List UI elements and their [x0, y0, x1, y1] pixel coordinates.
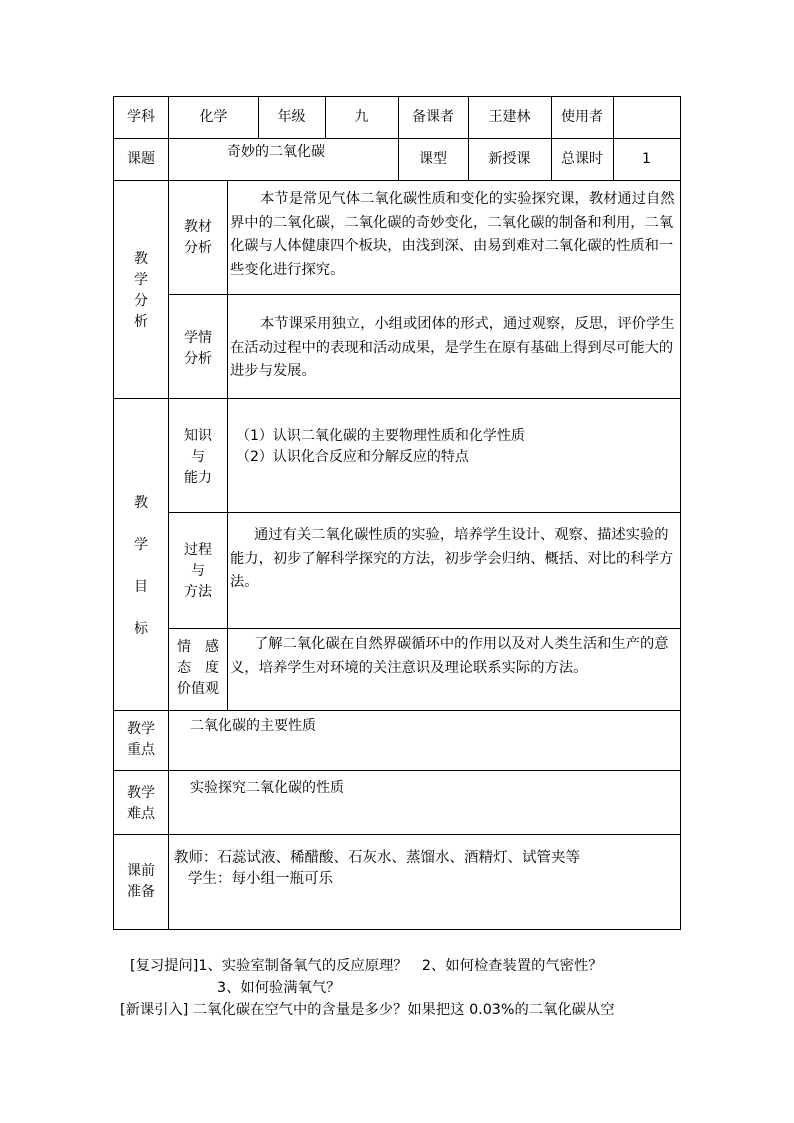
new-lesson-intro: [新课引入] 二氧化碳在空气中的含量是多少？如果把这 0.03%的二氧化碳从空	[120, 1002, 615, 1018]
subject-label: 学科	[127, 109, 155, 125]
preparer-label: 备课者	[412, 109, 454, 125]
learner-analysis-text: 本节课采用独立，小组或团体的形式，通过观察，反思，评价学生在活动过程中的表现和活动成果，是学生在原有基础上得到尽可能大的进步与发展。	[230, 316, 675, 379]
hours-value: 1	[642, 151, 651, 167]
preparation-label: 课前 准备	[127, 863, 155, 900]
hours-label: 总课时	[561, 151, 603, 167]
topic-label: 课题	[127, 151, 155, 167]
preparation-student: 学生：每小组一瓶可乐	[188, 871, 333, 887]
process-method-label: 过程 与 方法	[184, 542, 212, 600]
user-label: 使用者	[561, 109, 603, 125]
emotion-attitude-text: 了解二氧化碳在自然界碳循环中的作用以及对人类生活和生产的意义，培养学生对环境的关注意识及理论联系实际的方法。	[230, 636, 669, 676]
learner-analysis-label: 学情 分析	[184, 330, 212, 367]
subject-value: 化学	[199, 109, 228, 125]
process-method-text: 通过有关二氧化碳性质的实验，培养学生设计、观察、描述实验的能力，初步了解科学探究的方法，初步学会归纳、概括、对比的科学方法。	[230, 527, 674, 590]
grade-label: 年级	[277, 109, 306, 125]
knowledge-item-1: （1）认识二氧化碳的主要物理性质和化学性质	[236, 428, 525, 444]
key-points-text: 二氧化碳的主要性质	[190, 718, 316, 734]
key-points-label: 教学 重点	[127, 721, 155, 758]
difficulties-text: 实验探究二氧化碳的性质	[190, 780, 344, 796]
type-label: 课型	[419, 151, 447, 167]
difficulties-label: 教学 难点	[127, 785, 155, 822]
knowledge-ability-label: 知识 与 能力	[184, 428, 212, 486]
review-questions-line-1: [复习提问]1、实验室制备氧气的反应原理？ 2、如何检查装置的气密性？	[130, 958, 603, 974]
objectives-section-label: 教 学 目 标	[134, 495, 148, 637]
analysis-section-label: 教 学 分 析	[134, 251, 148, 330]
preparer-value: 王建林	[488, 109, 531, 125]
material-analysis-label: 教材 分析	[184, 219, 212, 256]
material-analysis-text: 本节是常见气体二氧化碳性质和变化的实验探究课，教材通过自然界中的二氧化碳，二氧化碳的奇妙变化，二氧化碳的制备和利用，二氧化碳与人体健康四个板块，由浅到深、由易到难对二氧化碳的性质和一些变化进行探究。	[230, 191, 675, 278]
knowledge-item-2: （2）认识化合反应和分解反应的特点	[236, 449, 469, 465]
preparation-teacher: 教师：石蕊试液、稀醋酸、石灰水、蒸馏水、酒精灯、试管夹等	[174, 850, 580, 866]
emotion-attitude-label: 情 感 态 度 价值观	[177, 639, 219, 697]
review-questions-line-2: 3、如何验满氧气？	[217, 980, 341, 996]
grade-value: 九	[354, 109, 369, 125]
type-value: 新授课	[488, 151, 531, 167]
topic-value: 奇妙的二氧化碳	[227, 144, 325, 160]
